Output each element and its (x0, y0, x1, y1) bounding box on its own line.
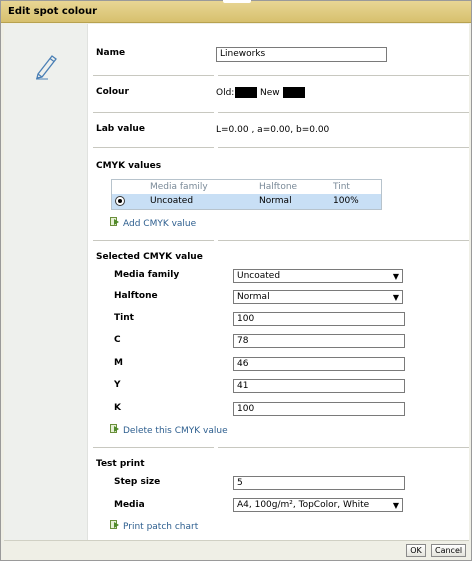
add-document-arrow-icon (110, 217, 119, 227)
c-label: C (114, 335, 121, 345)
step-size-input[interactable]: 5 (233, 476, 405, 490)
step-size-label: Step size (114, 477, 161, 487)
separator (93, 147, 469, 148)
print-patch-chart-text: Print patch chart (123, 522, 199, 532)
delete-cmyk-value-text: Delete this CMYK value (123, 426, 228, 436)
new-colour-swatch (283, 87, 305, 98)
media-family-label: Media family (114, 270, 180, 280)
y-input[interactable]: 41 (233, 379, 405, 393)
lab-value: L=0.00 , a=0.00, b=0.00 (216, 125, 330, 135)
k-label: K (114, 403, 121, 413)
cmyk-values-table (111, 179, 382, 210)
add-cmyk-value-link[interactable] (110, 217, 196, 229)
halftone-label: Halftone (114, 291, 158, 301)
chevron-down-icon: ▼ (392, 501, 399, 510)
add-cmyk-value-text: Add CMYK value (123, 219, 197, 229)
old-colour-label: Old: (216, 88, 235, 98)
dialog-footer (4, 540, 469, 559)
print-patch-chart-link[interactable] (110, 520, 198, 532)
column-header-media-family[interactable]: Media family (150, 182, 208, 192)
y-label: Y (114, 380, 121, 390)
radio-selected-icon[interactable] (115, 196, 125, 206)
media-family-value: Uncoated (237, 271, 281, 281)
cmyk-values-header: CMYK values (96, 161, 162, 171)
tint-input[interactable]: 100 (233, 312, 405, 326)
add-document-arrow-icon (110, 424, 119, 434)
left-icon-column (4, 24, 88, 540)
separator (93, 112, 469, 113)
row-media-family: Uncoated (150, 196, 194, 206)
column-header-halftone[interactable]: Halftone (259, 182, 298, 192)
separator (93, 447, 469, 448)
column-header-tint[interactable]: Tint (333, 182, 350, 192)
media-select[interactable] (233, 498, 403, 512)
table-row[interactable] (112, 194, 381, 209)
halftone-value: Normal (237, 292, 270, 302)
colour-label: Colour (96, 87, 129, 97)
c-input[interactable]: 78 (233, 334, 405, 348)
row-tint: 100% (333, 196, 359, 206)
row-halftone: Normal (259, 196, 292, 206)
cancel-button[interactable]: Cancel (431, 544, 466, 557)
dialog-content (4, 24, 469, 540)
m-input[interactable]: 46 (233, 357, 405, 371)
dialog-title: Edit spot colour (8, 6, 98, 17)
media-value: A4, 100g/m², TopColor, White (237, 500, 370, 510)
title-tab-notch (223, 0, 251, 3)
chevron-down-icon: ▼ (392, 293, 399, 302)
m-label: M (114, 358, 123, 368)
name-label: Name (96, 48, 126, 58)
halftone-select[interactable] (233, 290, 403, 304)
old-colour-swatch (235, 87, 257, 98)
pencil-icon (34, 50, 60, 80)
chevron-down-icon: ▼ (392, 272, 399, 281)
ok-button[interactable]: OK (406, 544, 426, 557)
tint-label: Tint (114, 313, 134, 323)
add-document-arrow-icon (110, 520, 119, 530)
separator (93, 75, 469, 76)
selected-cmyk-header: Selected CMYK value (96, 252, 203, 262)
new-colour-label: New (260, 88, 280, 98)
k-input[interactable]: 100 (233, 402, 405, 416)
table-header (112, 180, 381, 194)
separator (93, 240, 469, 241)
lab-value-label: Lab value (96, 124, 145, 134)
media-label: Media (114, 500, 145, 510)
test-print-header: Test print (96, 459, 145, 469)
media-family-select[interactable] (233, 269, 403, 283)
delete-cmyk-value-link[interactable] (110, 424, 228, 436)
name-input[interactable]: Lineworks (216, 47, 387, 62)
dialog-titlebar (1, 1, 471, 23)
